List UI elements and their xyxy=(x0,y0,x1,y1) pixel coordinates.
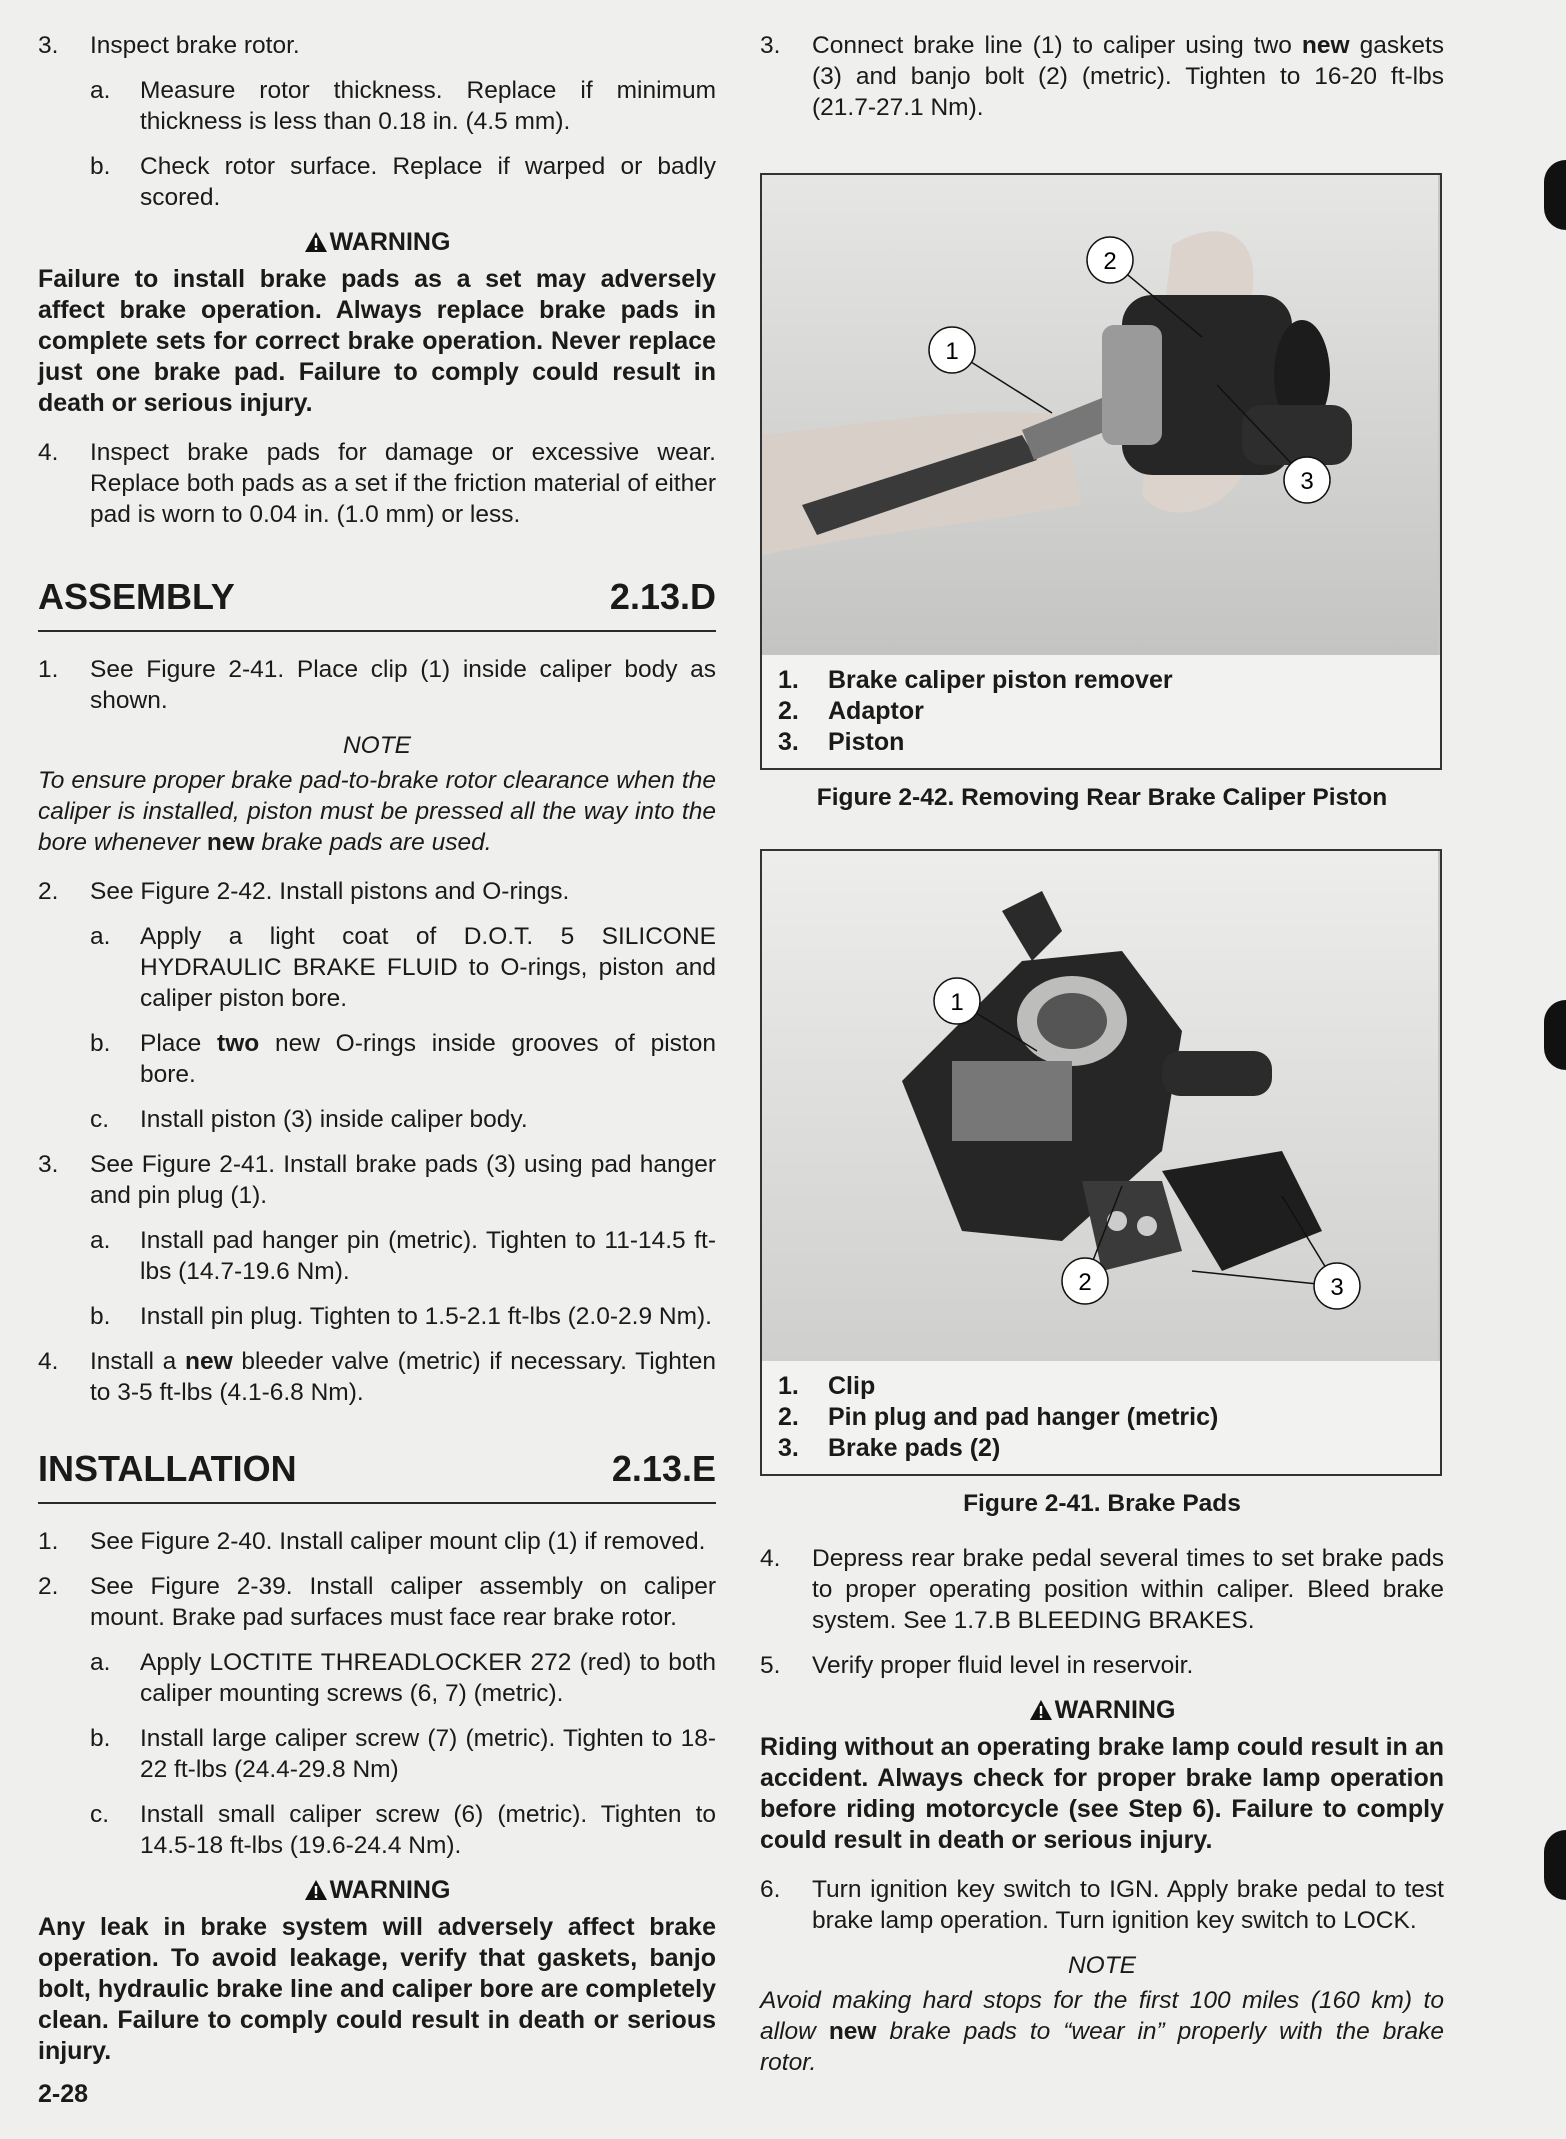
note-heading: NOTE xyxy=(1067,1952,1137,1979)
warning-triangle-icon xyxy=(304,231,328,253)
step-inspect-pads: 4. Inspect brake pads for damage or excessive wear. Replace both pads as a set if the friction material of either pad is worn to 0.04 in. (1.0 mm) or less. xyxy=(38,439,716,528)
figure-2-42 xyxy=(760,173,1442,770)
assembly-substep-2c: c. Install piston (3) inside caliper body. xyxy=(90,1106,528,1133)
assembly-step-2: 2. See Figure 2-42. Install pistons and O-rings. xyxy=(38,878,570,905)
warning-heading: WARNING xyxy=(38,227,716,258)
legend-item: 1. Brake caliper piston remover xyxy=(778,666,1173,694)
figure-callouts xyxy=(762,175,1438,655)
installation-substep-2c: c. Install small caliper screw (6) (metric). Tighten to 14.5-18 ft-lbs (19.6-24.4 Nm). xyxy=(90,1801,716,1859)
warning-text: Riding without an operating brake lamp could result in an accident. Always check for proper brake lamp operation before riding motorcycle (see Step 6). Failure to comply could result in death or serious injury. xyxy=(760,1733,1444,1854)
legend-item: 2. Adaptor xyxy=(778,697,924,725)
edge-tab xyxy=(1544,1830,1566,1900)
figure-caption: Figure 2-42. Removing Rear Brake Caliper Piston xyxy=(816,784,1388,811)
figure-caption: Figure 2-41. Brake Pads xyxy=(963,1490,1241,1517)
right-column xyxy=(760,30,1444,2096)
edge-tab xyxy=(1544,1000,1566,1070)
legend-item: 1. Clip xyxy=(778,1372,876,1400)
assembly-substep-2a: a. Apply a light coat of D.O.T. 5 SILICONE HYDRAULIC BRAKE FLUID to O-rings, piston and caliper piston bore. xyxy=(90,923,716,1012)
note-heading: NOTE xyxy=(342,732,412,759)
figure-callouts xyxy=(762,851,1438,1361)
warning-heading: WARNING xyxy=(760,1695,1444,1726)
assembly-step-4: 4. Install a new bleeder valve (metric) if necessary. Tighten to 3-5 ft-lbs (4.1-6.8 Nm). xyxy=(38,1348,716,1406)
step-depress-pedal: 4. Depress rear brake pedal several times to set brake pads to proper operating position within caliper. Bleed brake system. See 1.7.B BLEEDING BRAKES. xyxy=(760,1545,1444,1634)
assembly-step-3: 3. See Figure 2-41. Install brake pads (3) using pad hanger and pin plug (1). xyxy=(38,1151,716,1209)
assembly-substep-3a: a. Install pad hanger pin (metric). Tighten to 11-14.5 ft-lbs (14.7-19.6 Nm). xyxy=(90,1227,716,1285)
legend-item: 3. Brake pads (2) xyxy=(778,1434,1001,1462)
figure-legend xyxy=(762,655,1440,768)
callout-1: 1 xyxy=(950,989,964,1016)
callout-1: 1 xyxy=(945,338,959,365)
installation-step-1: 1. See Figure 2-40. Install caliper mount clip (1) if removed. xyxy=(38,1528,706,1555)
legend-item: 3. Piston xyxy=(778,728,905,756)
section-heading-installation: INSTALLATION 2.13.E xyxy=(38,1448,716,1504)
legend-item: 2. Pin plug and pad hanger (metric) xyxy=(778,1403,1219,1431)
callout-2: 2 xyxy=(1103,248,1117,275)
assembly-step-1: 1. See Figure 2-41. Place clip (1) inside caliper body as shown. xyxy=(38,656,716,714)
figure-photo xyxy=(762,175,1440,655)
note-text: Avoid making hard stops for the first 100 miles (160 km) to allow new brake pads to “wear in” properly with the brake rotor. xyxy=(760,1987,1445,2076)
callout-2: 2 xyxy=(1078,1269,1092,1296)
left-column xyxy=(38,30,716,2085)
step-connect-brake-line: 3. Connect brake line (1) to caliper using two new gaskets (3) and banjo bolt (2) (metric). Tighten to 16-20 ft-lbs (21.7-27.1 Nm). xyxy=(760,32,1444,121)
warning-triangle-icon xyxy=(1029,1699,1053,1721)
installation-substep-2b: b. Install large caliper screw (7) (metric). Tighten to 18-22 ft-lbs (24.4-29.8 Nm) xyxy=(90,1725,716,1783)
installation-substep-2a: a. Apply LOCTITE THREADLOCKER 272 (red) to both caliper mounting screws (6, 7) (metric). xyxy=(90,1649,716,1707)
figure-legend xyxy=(762,1361,1440,1474)
callout-3: 3 xyxy=(1300,468,1314,495)
step-verify-fluid: 5. Verify proper fluid level in reservoir. xyxy=(760,1652,1194,1679)
assembly-substep-3b: b. Install pin plug. Tighten to 1.5-2.1 ft-lbs (2.0-2.9 Nm). xyxy=(90,1303,712,1330)
note-text: To ensure proper brake pad-to-brake rotor clearance when the caliper is installed, piston must be pressed all the way into the bore whenever new brake pads are used. xyxy=(38,767,716,856)
substep-check-rotor: b. Check rotor surface. Replace if warped or badly scored. xyxy=(90,153,716,211)
warning-heading: WARNING xyxy=(38,1875,716,1906)
edge-tab xyxy=(1544,160,1566,230)
warning-text: Failure to install brake pads as a set may adversely affect brake operation. Always replace brake pads in complete sets for correct brake operation. Never replace just one brake pad. Failure to comply could result in death or serious injury. xyxy=(38,265,716,417)
step-test-brake-lamp: 6. Turn ignition key switch to IGN. Apply brake pedal to test brake lamp operation. Turn ignition key switch to LOCK. xyxy=(760,1876,1444,1934)
step-inspect-rotor: 3. Inspect brake rotor. xyxy=(38,32,300,59)
callout-3: 3 xyxy=(1330,1274,1344,1301)
warning-text: Any leak in brake system will adversely affect brake operation. To avoid leakage, verify that gaskets, banjo bolt, hydraulic brake line and caliper bore are completely clean. Failure to comply could result in death or serious injury. xyxy=(38,1913,716,2065)
section-heading-assembly: ASSEMBLY 2.13.D xyxy=(38,576,716,632)
page-number: 2-28 xyxy=(38,2080,89,2108)
installation-step-2: 2. See Figure 2-39. Install caliper assembly on caliper mount. Brake pad surfaces must face rear brake rotor. xyxy=(38,1573,716,1631)
substep-measure-rotor: a. Measure rotor thickness. Replace if minimum thickness is less than 0.18 in. (4.5 mm). xyxy=(90,77,716,135)
figure-2-41 xyxy=(760,849,1442,1476)
warning-triangle-icon xyxy=(304,1879,328,1901)
figure-photo xyxy=(762,851,1440,1361)
assembly-substep-2b: b. Place two new O-rings inside grooves of piston bore. xyxy=(90,1030,716,1088)
